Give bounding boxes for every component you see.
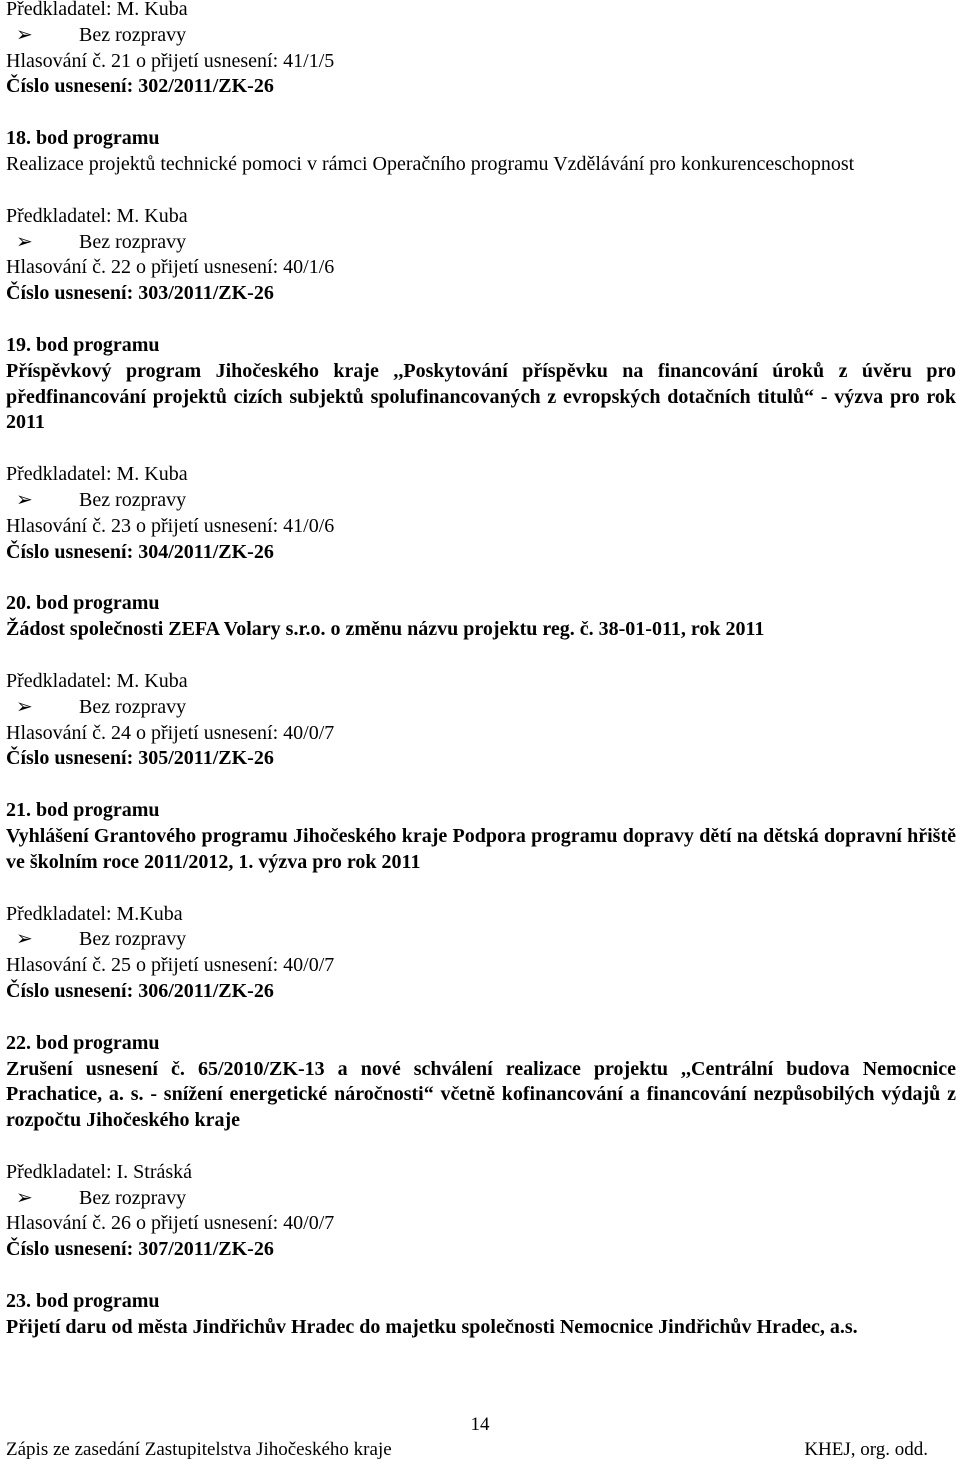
discussion-text: Bez rozpravy [79, 928, 187, 951]
vote-line: Hlasování č. 26 o přijetí usnesení: 40/0/7 [6, 1212, 335, 1235]
vote-line: Hlasování č. 23 o přijetí usnesení: 41/0/6 [6, 514, 335, 537]
item-heading: 22. bod programu [6, 1031, 160, 1054]
presenter-line: Předkladatel: M.Kuba [6, 902, 183, 925]
agenda-item-20 [6, 591, 956, 772]
item-title: Zrušení usnesení č. 65/2010/ZK-13 a nové schválení realizace projektu ,,Centrální budova Nemocnice Prachatice, a. s. - snížení energetické náročnosti“ včetně kofinancování a financování nezpůsobilých výdajů z rozpočtu Jihočeského kraje [6, 1057, 956, 1132]
item-heading: 18. bod programu [6, 127, 160, 150]
arrowhead-bullet-icon: ➢ [16, 23, 33, 46]
discussion-text: Bez rozpravy [79, 23, 187, 46]
page-number: 14 [470, 1414, 490, 1435]
discussion-bullet [6, 927, 956, 953]
vote-line: Hlasování č. 22 o přijetí usnesení: 40/1/6 [6, 256, 335, 279]
item-heading: 21. bod programu [6, 799, 160, 822]
item-heading: 19. bod programu [6, 333, 160, 356]
arrowhead-bullet-icon: ➢ [16, 928, 33, 951]
presenter-line: Předkladatel: M. Kuba [6, 204, 188, 227]
discussion-bullet [6, 1186, 956, 1212]
vote-line: Hlasování č. 24 o přijetí usnesení: 40/0/7 [6, 721, 335, 744]
arrowhead-bullet-icon: ➢ [16, 488, 33, 511]
discussion-text: Bez rozpravy [79, 230, 187, 253]
footer-department: KHEJ, org. odd. [804, 1439, 928, 1460]
vote-line: Hlasování č. 25 o přijetí usnesení: 40/0/7 [6, 954, 335, 977]
discussion-bullet [6, 695, 956, 721]
presenter-line: Předkladatel: I. Stráská [6, 1160, 193, 1183]
document-page [6, 0, 956, 1341]
item-title: Žádost společnosti ZEFA Volary s.r.o. o změnu názvu projektu reg. č. 38-01-011, rok 2011 [6, 618, 765, 641]
discussion-text: Bez rozpravy [79, 1186, 187, 1209]
item-heading: 23. bod programu [6, 1290, 160, 1313]
resolution-number: Číslo usnesení: 307/2011/ZK-26 [6, 1238, 274, 1261]
discussion-bullet [6, 23, 956, 49]
resolution-number: Číslo usnesení: 304/2011/ZK-26 [6, 540, 274, 563]
agenda-item-21 [6, 798, 956, 1005]
discussion-bullet [6, 488, 956, 514]
resolution-number: Číslo usnesení: 302/2011/ZK-26 [6, 75, 274, 98]
presenter-line: Předkladatel: M. Kuba [6, 669, 188, 692]
discussion-bullet [6, 230, 956, 256]
discussion-text: Bez rozpravy [79, 488, 187, 511]
arrowhead-bullet-icon: ➢ [16, 695, 33, 718]
item-heading: 20. bod programu [6, 592, 160, 615]
resolution-number: Číslo usnesení: 305/2011/ZK-26 [6, 747, 274, 770]
presenter-line: Předkladatel: M. Kuba [6, 0, 188, 20]
agenda-item-23 [6, 1289, 956, 1341]
item-title: Přijetí daru od města Jindřichův Hradec do majetku společnosti Nemocnice Jindřichův Hradec, a.s. [6, 1315, 858, 1338]
discussion-text: Bez rozpravy [79, 695, 187, 718]
arrowhead-bullet-icon: ➢ [16, 230, 33, 253]
item-title: Příspěvkový program Jihočeského kraje ,,Poskytování příspěvku na financování úroků z úvěru pro předfinancování projektů cizích subjektů spolufinancovaných z evropských dotačních titulů“ - výzva pro rok 2011 [6, 359, 956, 434]
agenda-item-22 [6, 1031, 956, 1263]
item-title: Vyhlášení Grantového programu Jihočeského kraje Podpora programu dopravy dětí na dětská dopravní hřiště ve školním roce 2011/2012, 1. výzva pro rok 2011 [6, 824, 956, 873]
footer-document-title: Zápis ze zasedání Zastupitelstva Jihočeského kraje [6, 1439, 392, 1460]
resolution-number: Číslo usnesení: 306/2011/ZK-26 [6, 979, 274, 1002]
agenda-item-19 [6, 333, 956, 565]
arrowhead-bullet-icon: ➢ [16, 1186, 33, 1209]
resolution-number: Číslo usnesení: 303/2011/ZK-26 [6, 282, 274, 305]
vote-line: Hlasování č. 21 o přijetí usnesení: 41/1/5 [6, 49, 335, 72]
presenter-line: Předkladatel: M. Kuba [6, 463, 188, 486]
item-title: Realizace projektů technické pomoci v rámci Operačního programu Vzdělávání pro konkurenceschopnost [6, 152, 855, 175]
agenda-item-18 [6, 126, 956, 307]
